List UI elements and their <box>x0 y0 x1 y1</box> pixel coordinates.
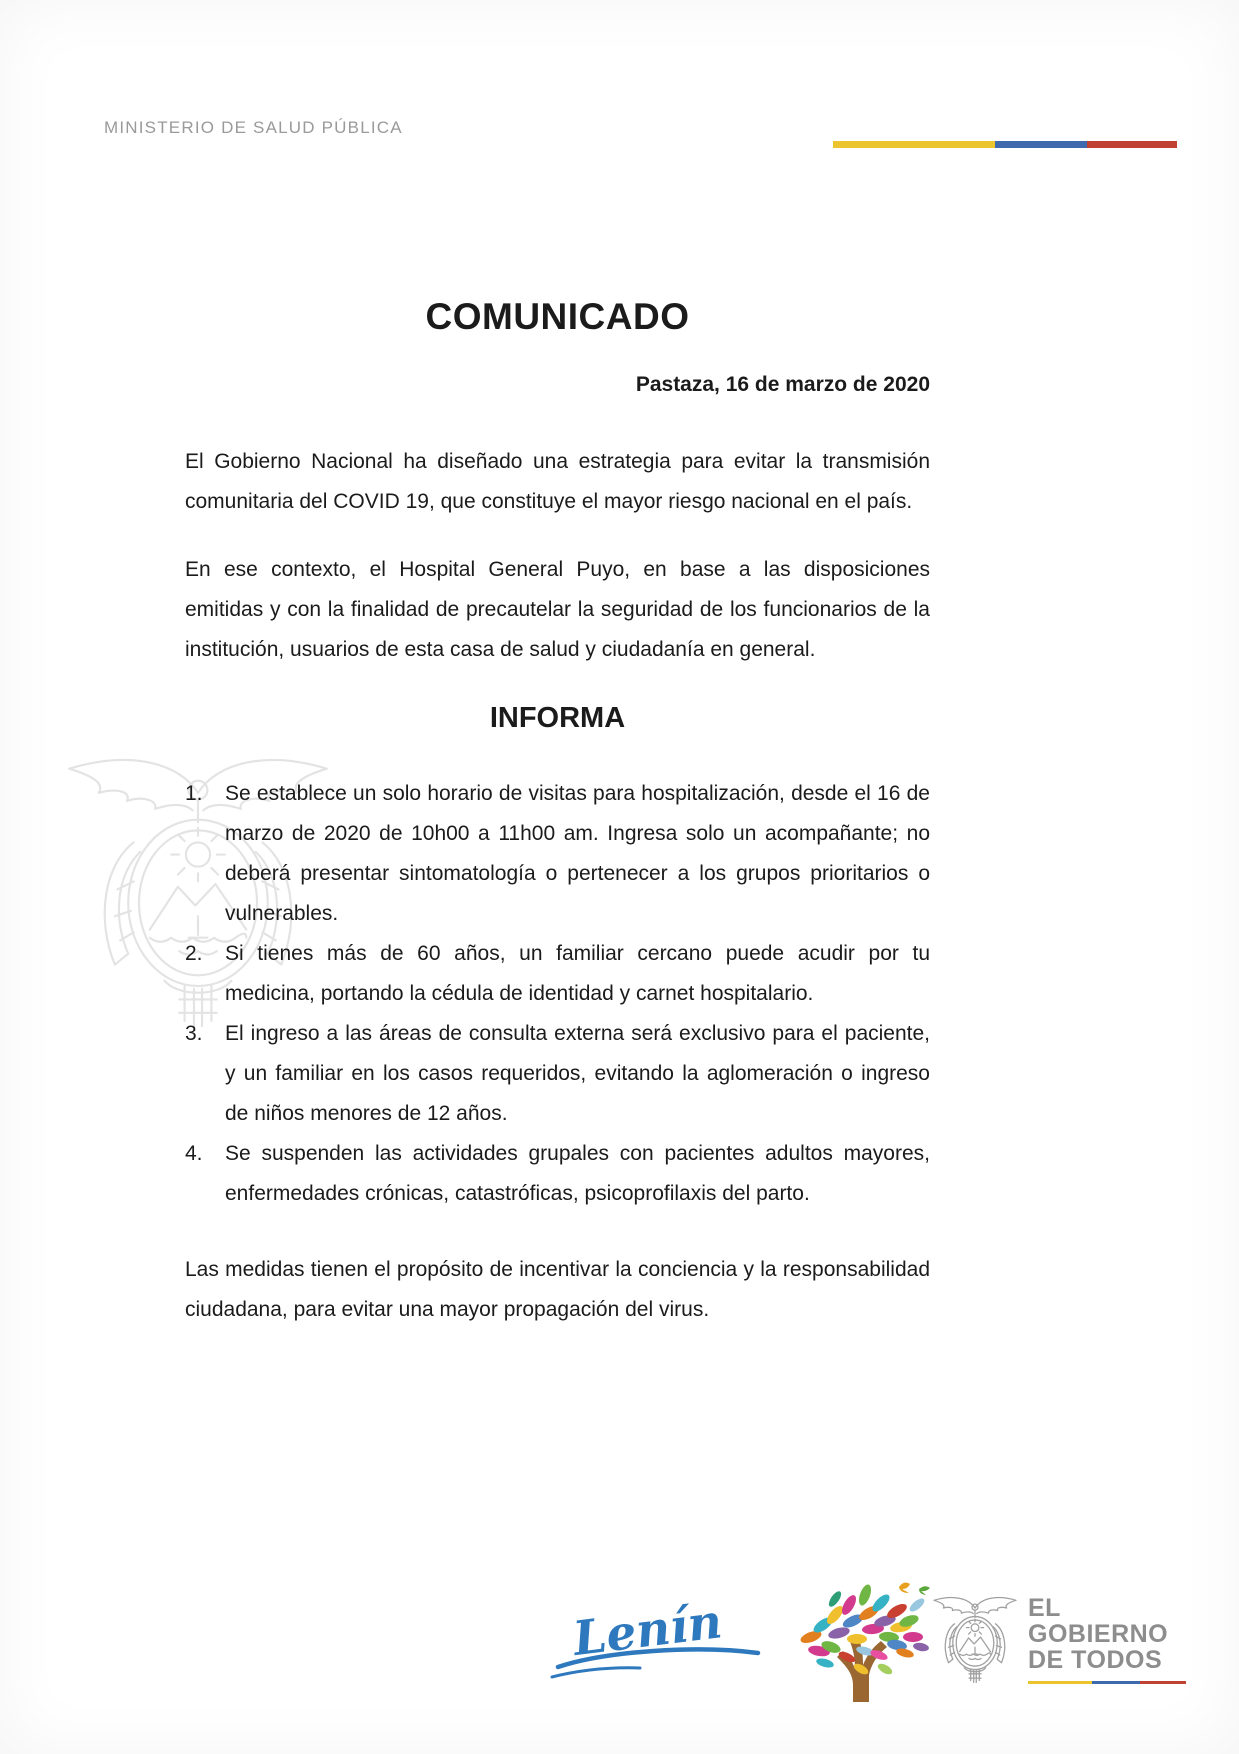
paragraph-closing: Las medidas tienen el propósito de incentivar la conciencia y la responsabilidad ciudadana, para evitar una mayor propagación del virus. <box>185 1258 930 1321</box>
list-item <box>185 774 930 934</box>
flag-red-segment <box>1087 141 1177 148</box>
list-item-number: 1. <box>185 782 203 805</box>
list-item-text: Si tienes más de 60 años, un familiar cercano puede acudir por tu medicina, portando la cédula de identidad y carnet hospitalario. <box>225 942 930 1005</box>
dateline: Pastaza, 16 de marzo de 2020 <box>635 373 930 396</box>
paragraph-intro: El Gobierno Nacional ha diseñado una estrategia para evitar la transmisión comunitaria del COVID 19, que constituye el mayor riesgo nacional en el país. <box>185 450 930 513</box>
flag-yellow-segment <box>833 141 995 148</box>
lenin-signature <box>548 1593 768 1693</box>
list-item-number: 4. <box>185 1142 203 1165</box>
document-title: COMUNICADO <box>425 296 690 337</box>
document-body <box>185 294 930 1330</box>
bird-icon <box>899 1583 910 1593</box>
signature-text: Lenín <box>570 1594 725 1668</box>
list-item-number: 2. <box>185 942 203 965</box>
colorful-tree-icon <box>795 1577 931 1708</box>
list-item-number: 3. <box>185 1022 203 1045</box>
list-item-text: Se establece un solo horario de visitas para hospitalización, desde el 16 de marzo de 2020 de 10h00 a 11h00 am. Ingresa solo un acompañante; no deberá presentar sintomatología o pertenecer a los grupos prioritarios o vulnerables. <box>225 782 930 925</box>
flag-blue-segment <box>995 141 1087 148</box>
measures-list <box>185 774 930 1214</box>
coat-of-arms-icon <box>928 1583 1022 1691</box>
list-item <box>185 1014 930 1134</box>
informa-heading: INFORMA <box>489 702 626 734</box>
list-item-text: El ingreso a las áreas de consulta externa será exclusivo para el paciente, y un familiar en los casos requeridos, evitando la aglomeración o ingreso de niños menores de 12 años. <box>225 1022 930 1125</box>
list-item <box>185 1134 930 1214</box>
paragraph-context: En ese contexto, el Hospital General Puyo, en base a las disposiciones emitidas y con la finalidad de precautelar la seguridad de los funcionarios de la institución, usuarios de esta casa de salud y ciudadanía en general. <box>185 558 930 661</box>
ministry-header: MINISTERIO DE SALUD PÚBLICA <box>104 118 403 137</box>
footer <box>0 1575 1239 1705</box>
gobierno-brand-text: EL GOBIERNO DE TODOS <box>1028 1595 1186 1684</box>
ecuador-flag-stripe <box>833 141 1177 148</box>
gobierno-de-todos-logo <box>928 1583 1186 1691</box>
list-item-text: Se suspenden las actividades grupales con pacientes adultos mayores, enfermedades crónicas, catastróficas, psicoprofilaxis del parto. <box>225 1142 930 1205</box>
list-item <box>185 934 930 1014</box>
brand-flag-line <box>1028 1681 1186 1684</box>
